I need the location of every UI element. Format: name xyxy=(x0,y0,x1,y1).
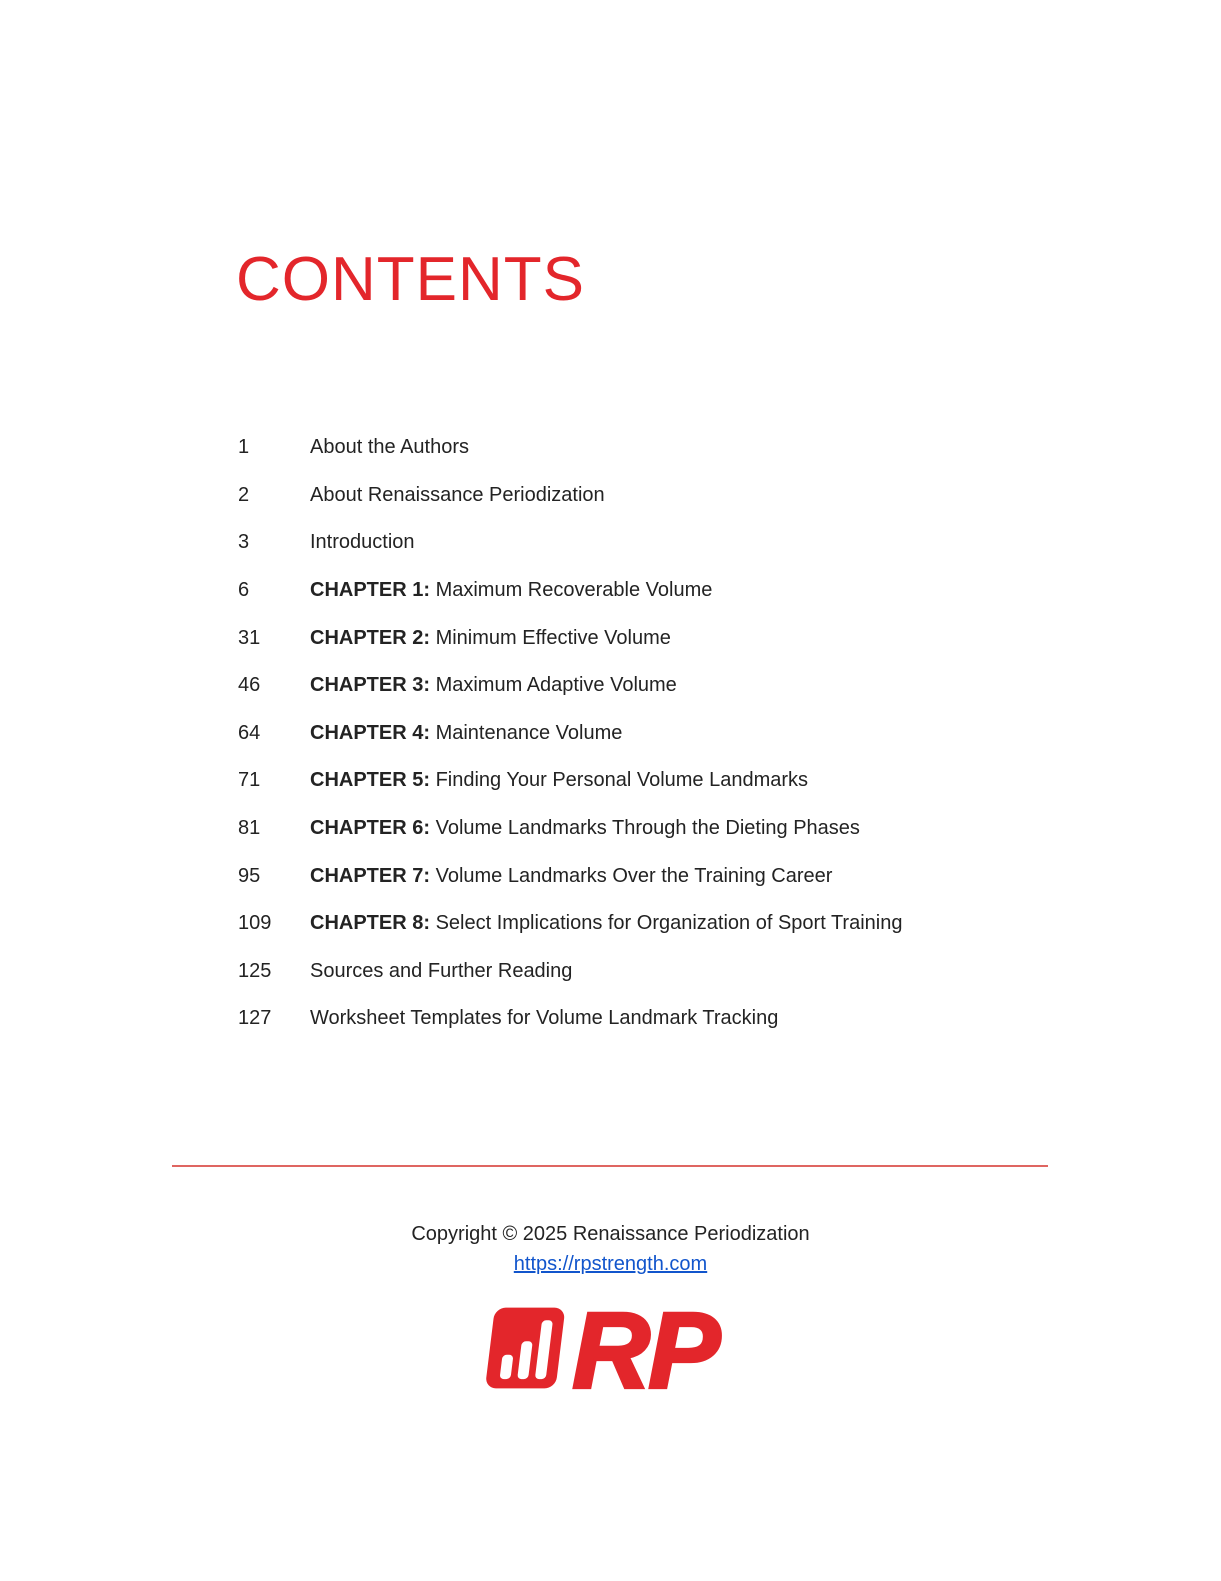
toc-row xyxy=(238,567,1098,615)
toc-page-number: 64 xyxy=(238,721,261,744)
toc-chapter-label: CHAPTER 8: xyxy=(310,912,436,935)
rpstrength-link[interactable]: https://rpstrength.com xyxy=(513,1253,708,1275)
toc-list xyxy=(238,424,1098,1043)
toc-page-number: 2 xyxy=(238,483,250,506)
toc-entry-title: Maximum Recoverable Volume xyxy=(435,579,713,602)
toc-entry-title: Worksheet Templates for Volume Landmark Tracking xyxy=(310,1007,779,1030)
toc-entry-title: Minimum Effective Volume xyxy=(435,626,671,649)
rp-logo-letters: RP xyxy=(571,1306,718,1390)
toc-row xyxy=(238,805,1098,853)
toc-entry-title: Select Implications for Organization of Sport Training xyxy=(435,912,903,935)
toc-page-number: 81 xyxy=(238,817,261,840)
toc-chapter-label: CHAPTER 5: xyxy=(310,769,436,792)
footer-divider xyxy=(172,1165,1048,1167)
toc-page-number: 3 xyxy=(238,531,250,554)
toc-page-number: 127 xyxy=(238,1007,272,1030)
toc-entry-title: Maintenance Volume xyxy=(435,721,623,744)
toc-entry-title: Sources and Further Reading xyxy=(310,959,573,982)
toc-page-number: 6 xyxy=(238,579,250,602)
toc-entry-title: Maximum Adaptive Volume xyxy=(435,674,677,697)
toc-row xyxy=(238,995,1098,1043)
toc-row xyxy=(238,948,1098,996)
toc-entry-title: About Renaissance Periodization xyxy=(310,483,605,506)
footer-link-row xyxy=(0,1252,1221,1276)
toc-entry-title: Introduction xyxy=(310,531,415,554)
toc-page-number: 31 xyxy=(238,626,261,649)
toc-row xyxy=(238,900,1098,948)
toc-page-number: 1 xyxy=(238,436,250,459)
toc-page-number: 95 xyxy=(238,864,261,887)
toc-chapter-label: CHAPTER 6: xyxy=(310,817,436,840)
toc-page-number: 71 xyxy=(238,769,261,792)
toc-row xyxy=(238,852,1098,900)
toc-page-number: 125 xyxy=(238,959,272,982)
toc-entry-title: Finding Your Personal Volume Landmarks xyxy=(435,769,809,792)
toc-page-number: 109 xyxy=(238,912,272,935)
toc-chapter-label: CHAPTER 3: xyxy=(310,674,436,697)
toc-row xyxy=(238,424,1098,472)
toc-page-number: 46 xyxy=(238,674,261,697)
toc-row xyxy=(238,710,1098,758)
rp-logo xyxy=(0,1306,1221,1395)
toc-chapter-label: CHAPTER 1: xyxy=(310,579,436,602)
page-title: CONTENTS xyxy=(236,245,585,314)
toc-chapter-label: CHAPTER 2: xyxy=(310,626,436,649)
toc-entry-title: Volume Landmarks Through the Dieting Phases xyxy=(435,817,860,840)
toc-row xyxy=(238,757,1098,805)
rp-logo-graphic xyxy=(485,1306,737,1390)
toc-row xyxy=(238,614,1098,662)
toc-chapter-label: CHAPTER 4: xyxy=(310,721,436,744)
copyright-text: Copyright © 2025 Renaissance Periodization xyxy=(411,1223,810,1245)
toc-row xyxy=(238,472,1098,520)
toc-entry-title: Volume Landmarks Over the Training Career xyxy=(435,864,833,887)
toc-row xyxy=(238,519,1098,567)
toc-row xyxy=(238,662,1098,710)
rp-logo-badge xyxy=(485,1308,565,1389)
toc-entry-title: About the Authors xyxy=(310,436,470,459)
toc-chapter-label: CHAPTER 7: xyxy=(310,864,436,887)
